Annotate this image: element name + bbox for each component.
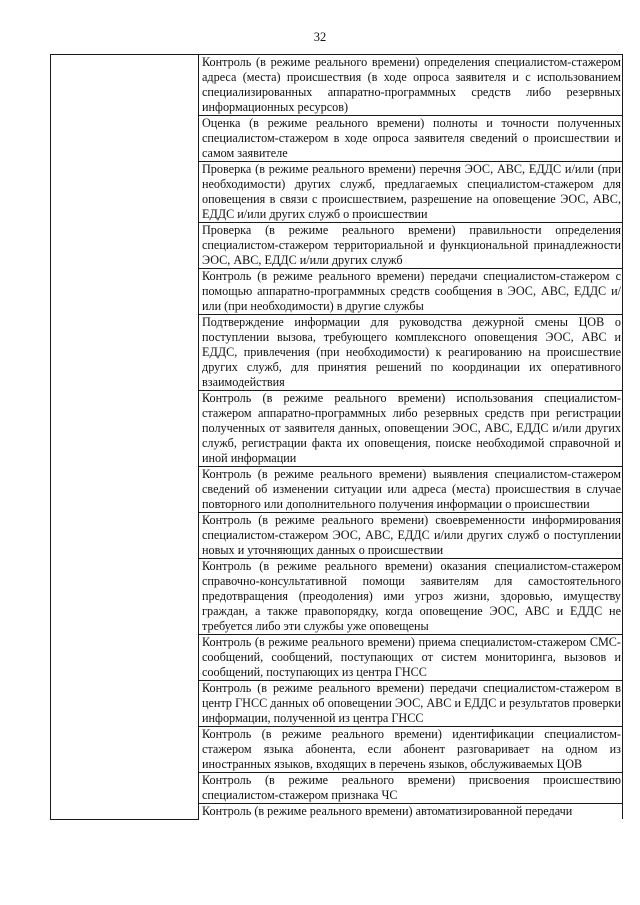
table-cell-text: Контроль (в режиме реального времени) приема специалистом-стажером СМС-сообщений, сообщений, поступающих от систем мониторинга, вызовов и сообщений, поступающих из центра ГНСС xyxy=(199,635,623,681)
empty-cell xyxy=(51,55,199,820)
table-cell-text: Контроль (в режиме реального времени) передачи специалистом-стажером с помощью аппаратно-программных средств сообщения в ЭОС, АВС, ЕДДС и/или (при необходимости) в другие службы xyxy=(199,269,623,315)
table-cell-text: Контроль (в режиме реального времени) присвоения происшествию специалистом-стажером признака ЧС xyxy=(199,773,623,804)
table-cell-text: Контроль (в режиме реального времени) идентификации специалистом-стажером языка абонента, если абонент разговаривает на одном из иностранных языков, входящих в перечень языков, обслуживаемых ЦОВ xyxy=(199,727,623,773)
table-cell-text: Проверка (в режиме реального времени) перечня ЭОС, АВС, ЕДДС и/или (при необходимости) других служб, предлагаемых специалистом-стажером для оповещения в связи с происшествием, разрешение на оповещение ЭОС, АВС, ЕДДС и/или других служб о происшествии xyxy=(199,162,623,223)
table-cell-text: Контроль (в режиме реального времени) своевременности информирования специалистом-стажером ЭОС, АВС, ЕДДС и/или других служб о поступлении новых и уточняющих данных о происшествии xyxy=(199,513,623,559)
table-cell-text: Контроль (в режиме реального времени) передачи специалистом-стажером в центр ГНСС данных об оповещении ЭОС, АВС и ЕДДС и результатов проверки информации, полученной из центра ГНСС xyxy=(199,681,623,727)
table-cell-text: Оценка (в режиме реального времени) полноты и точности полученных специалистом-стажером в ходе опроса заявителя сведений о происшествии и самом заявителе xyxy=(199,116,623,162)
table-cell-text: Контроль (в режиме реального времени) определения специалистом-стажером адреса (места) происшествия (в ходе опроса заявителя и с использованием специализированных аппаратно-программных средств либо резервных информационных ресурсов) xyxy=(199,55,623,116)
page-number: 32 xyxy=(313,30,327,44)
table-cell-text: Контроль (в режиме реального времени) оказания специалистом-стажером справочно-консультативной помощи заявителям для самостоятельного предотвращения (преодоления) ими угроз жизни, здоровью, имуществу граждан, а также правопорядку, когда оповещение ЭОС, АВС и ЕДДС не требуется либо эти службы уже оповещены xyxy=(199,559,623,635)
table-cell-text: Проверка (в режиме реального времени) правильности определения специалистом-стажером территориальной и функциональной принадлежности ЭОС, АВС, ЕДДС и/или других служб xyxy=(199,223,623,269)
table-cell-text: Контроль (в режиме реального времени) использования специалистом-стажером аппаратно-программных либо резервных средств при регистрации полученных от заявителя данных, оповещении ЭОС, АВС, ЕДДС и/или других служб, регистрации факта их оповещения, поиске необходимой справочной и иной информации xyxy=(199,391,623,467)
requirements-table xyxy=(50,54,623,820)
table-cell-text: Подтверждение информации для руководства дежурной смены ЦОВ о поступлении вызова, требующего комплексного оповещения ЭОС, АВС и ЕДДС, привлечения (при необходимости) к реагированию на происшествие других служб, для принятия решений по координации их оперативного взаимодействия xyxy=(199,315,623,391)
table-cell-text: Контроль (в режиме реального времени) автоматизированной передачи xyxy=(199,804,623,820)
table-row xyxy=(51,55,623,116)
table-cell-text: Контроль (в режиме реального времени) выявления специалистом-стажером сведений об изменении ситуации или адреса (места) происшествия в случае повторного или дополнительного получения информации о происшествии xyxy=(199,467,623,513)
